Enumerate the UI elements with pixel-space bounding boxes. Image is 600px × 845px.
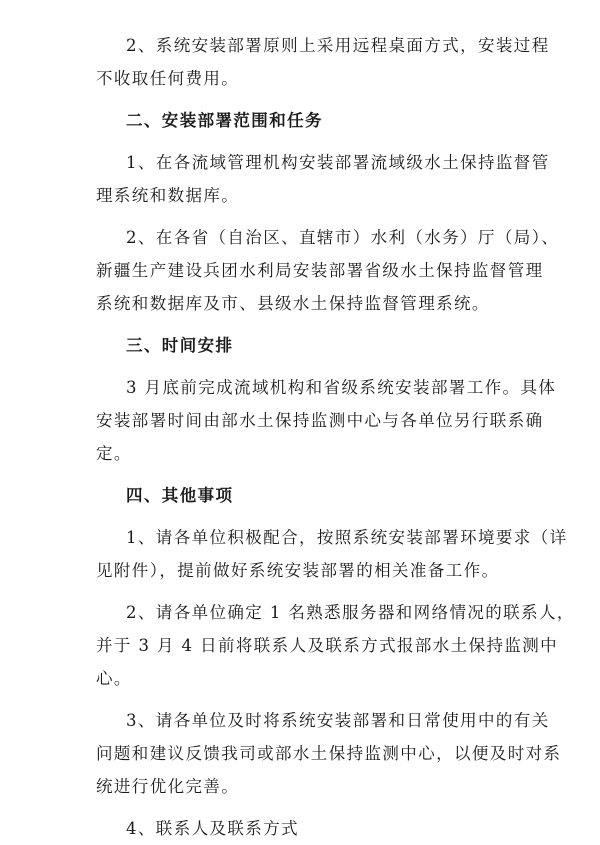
- paragraph-basin-deployment: [96, 146, 550, 212]
- paragraph-provincial-deployment: [96, 221, 560, 320]
- paragraph-line: 新疆生产建设兵团水利局安装部署省级水土保持监督管理: [96, 261, 544, 280]
- paragraph-line: 见附件），提前做好系统安装部署的相关准备工作。: [96, 561, 500, 580]
- paragraph-line: 1、在各流域管理机构安装部署流域级水土保持监督管: [126, 153, 550, 172]
- paragraph-line: 2、在各省（自治区、直辖市）水利（水务）厅（局）、: [126, 228, 560, 247]
- section-heading: 三、时间安排: [126, 336, 234, 355]
- paragraph-line: 理系统和数据库。: [96, 186, 240, 205]
- paragraph-line: 系统和数据库及市、县级水土保持监督管理系统。: [96, 294, 490, 313]
- paragraph-install-method: [96, 29, 550, 95]
- paragraph-schedule: [96, 371, 557, 470]
- section-heading: 二、安装部署范围和任务: [126, 111, 323, 130]
- paragraph-line: 问题和建议反馈我司或部水土保持监测中心，以便及时对系: [96, 744, 562, 763]
- section-heading-schedule: [96, 329, 514, 362]
- paragraph-feedback: [96, 704, 562, 803]
- paragraph-line: 定。: [96, 444, 132, 463]
- section-heading-scope: [96, 104, 514, 137]
- section-heading: 四、其他事项: [126, 486, 234, 505]
- section-heading-other: [96, 479, 514, 512]
- paragraph-line: 3 月底前完成流域机构和省级系统安装部署工作。具体: [126, 378, 557, 397]
- paragraph-cooperation: [96, 521, 568, 587]
- paragraph-line: 并于 3 月 4 日前将联系人及联系方式报部水土保持监测中: [96, 636, 559, 655]
- paragraph-line: 1、请各单位积极配合，按照系统安装部署环境要求（详: [126, 528, 568, 547]
- paragraph-line: 2、请各单位确定 1 名熟悉服务器和网络情况的联系人，: [126, 603, 575, 622]
- paragraph-contact-person: [96, 596, 575, 695]
- paragraph-line: 4、联系人及联系方式: [126, 819, 299, 838]
- paragraph-line: 心。: [96, 669, 132, 688]
- paragraph-contacts: [96, 812, 514, 845]
- paragraph-line: 统进行优化完善。: [96, 777, 240, 796]
- paragraph-line: 3、请各单位及时将系统安装部署和日常使用中的有关: [126, 711, 550, 730]
- paragraph-line: 2、系统安装部署原则上采用远程桌面方式，安装过程: [126, 36, 550, 55]
- paragraph-line: 安装部署时间由部水土保持监测中心与各单位另行联系确: [96, 411, 544, 430]
- paragraph-line: 不收取任何费用。: [96, 69, 240, 88]
